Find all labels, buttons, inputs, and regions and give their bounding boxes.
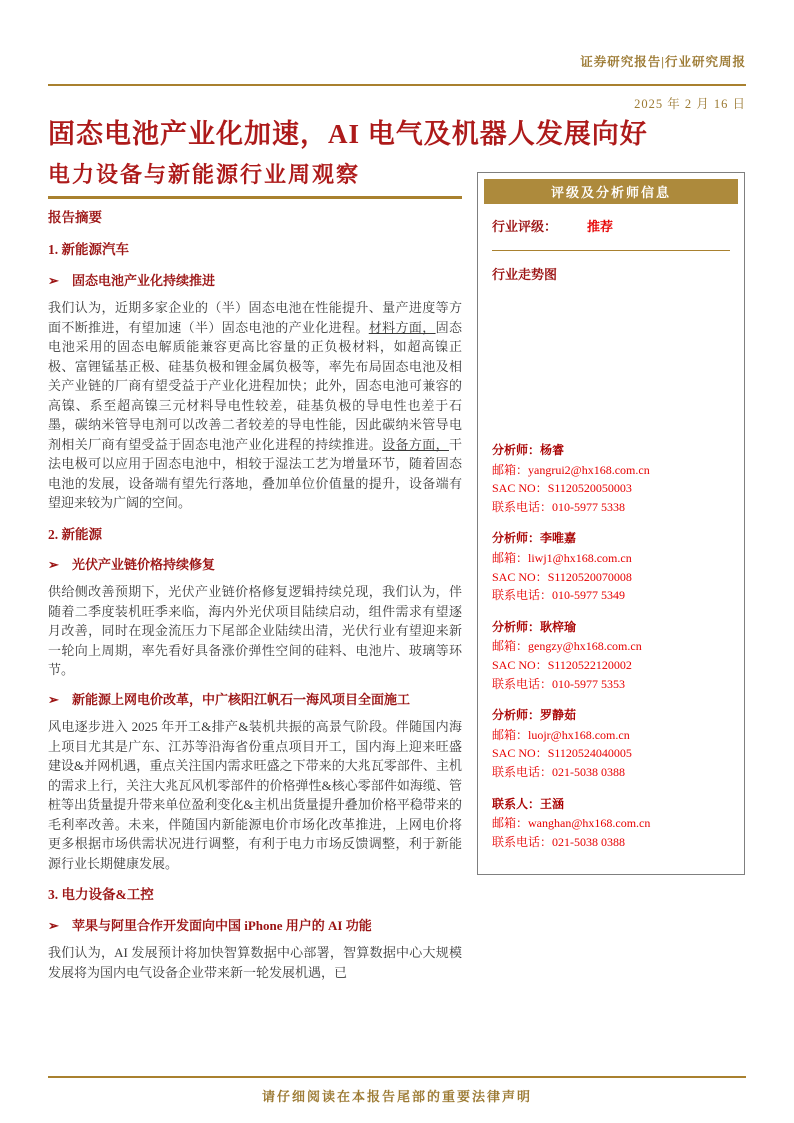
paragraph-pv: 供给侧改善预期下，光伏产业链价格修复逻辑持续兑现，我们认为，伴随着二季度装机旺季来临，海内外光伏项目陆续启动，组件需求有望逐月改善，同时在现金流压力下尾部企业陆续出清，光伏行业有望迎来新一轮向上周期，率先看好具备涨价弹性空间的硅料、电池片、玻璃等环节。 (48, 584, 462, 678)
contact-email-line (492, 814, 730, 833)
bullet-apple-alibaba-ai (48, 916, 462, 936)
paragraph-solid-state (48, 298, 462, 513)
analyst-name-line (492, 529, 730, 548)
analyst-sac-line (492, 656, 730, 675)
top-divider (48, 84, 746, 86)
contact-role-label: 联系人： (492, 796, 541, 811)
analyst-email: luojr@hx168.com.cn (528, 727, 630, 742)
bullet-grid-price-reform (48, 690, 462, 710)
paragraph-segment: 干法电极可以应用于固态电池中，相较于湿法工艺为增量环节，随着固态电池的发展，设备端有望先行落地，叠加单位价值量的提升，设备端有望迎来较为广阔的空间。 (48, 436, 462, 510)
analyst-sac: S1120524040005 (547, 746, 632, 761)
analyst-tel-line (492, 498, 730, 517)
contact-block (492, 795, 730, 852)
analyst-email-line (492, 637, 730, 656)
tel-label: 联系电话： (492, 588, 553, 603)
analyst-block (492, 441, 730, 516)
paragraph-segment: 固态电池采用的固态电解质能兼容更高比容量的正负极材料，如超高镍正极、富锂锰基正极、硅基负极和锂金属负极等，率先布局固态电池及相关产业链的厂商有望受益于产业化进程加快；此外，固态电池可兼容的高镍、系至超高镍三元材料导电性较差，硅基负极的导电性也差于石墨，碳纳米管导电剂可以改善二者较差的导电性能，因此碳纳米管导电剂相关厂商有望受益于固态电池产业化进程的持续推进。 (48, 319, 462, 452)
analyst-email-line (492, 461, 730, 480)
industry-trend-chart-title: 行业走势图 (492, 267, 558, 282)
analyst-sac: S1120520050003 (547, 481, 632, 496)
industry-trend-chart-placeholder (492, 283, 730, 441)
bullet-solid-state-battery (48, 271, 462, 291)
analyst-sac-line (492, 744, 730, 763)
report-subtitle: 电力设备与新能源行业周观察 (48, 162, 361, 187)
rating-analyst-sidebar (477, 172, 745, 875)
bottom-divider (48, 1076, 746, 1078)
analyst-tel-line (492, 675, 730, 694)
contact-email: wanghan@hx168.com.cn (528, 816, 651, 831)
analyst-tel-line (492, 763, 730, 782)
analyst-sac: S1120522120002 (547, 657, 632, 672)
analyst-sac-line (492, 479, 730, 498)
sac-label: SAC NO： (492, 746, 548, 761)
tel-label: 联系电话： (492, 764, 553, 779)
summary-heading: 报告摘要 (48, 210, 102, 225)
sidebar-divider (492, 250, 730, 251)
contact-name-line (492, 795, 730, 814)
analyst-block (492, 618, 730, 693)
analyst-name-line (492, 706, 730, 725)
industry-rating-row (492, 216, 730, 235)
email-label: 邮箱： (492, 462, 529, 477)
analyst-tel: 010-5977 5353 (552, 676, 626, 691)
section-2-heading: 2. 新能源 (48, 526, 102, 542)
email-label: 邮箱： (492, 727, 529, 742)
email-label: 邮箱： (492, 639, 529, 654)
contact-tel-line (492, 833, 730, 852)
report-type-header: 证券研究报告|行业研究周报 (580, 55, 746, 69)
analyst-email: liwj1@hx168.com.cn (528, 550, 632, 565)
analyst-tel-line (492, 586, 730, 605)
bullet-text: 新能源上网电价改革，中广核阳江帆石一海风项目全面施工 (72, 691, 411, 707)
report-date: 2025 年 2 月 16 日 (634, 97, 746, 111)
analyst-name: 李唯嘉 (540, 531, 577, 546)
analyst-email-line (492, 726, 730, 745)
analyst-tel: 010-5977 5338 (552, 499, 626, 514)
analyst-sac-line (492, 568, 730, 587)
arrow-bullet-icon: ➢ (48, 556, 59, 572)
email-label: 邮箱： (492, 550, 529, 565)
bullet-text: 光伏产业链价格持续修复 (72, 556, 216, 572)
paragraph-ai-datacenter: 我们认为，AI 发展预计将加快智算数据中心部署，智算数据中心大规模发展将为国内电气设备企业带来新一轮发展机遇，已 (48, 945, 462, 980)
contact-name: 王涵 (540, 796, 565, 811)
analyst-name: 杨睿 (540, 443, 565, 457)
sidebar-header: 评级及分析师信息 (484, 179, 738, 204)
sidebar-body (478, 204, 744, 874)
analyst-tel: 021-5038 0388 (552, 764, 626, 779)
analyst-role-label: 分析师： (492, 619, 541, 634)
bullet-pv-price (48, 555, 462, 575)
sac-label: SAC NO： (492, 481, 548, 496)
paragraph-segment: 我们认为，近期多家企业的（半）固态电池在性能提升、量产进度等方面不断推进，有望加速（半）固态电池的产业化进程。 (48, 300, 462, 335)
sac-label: SAC NO： (492, 657, 548, 672)
contact-tel: 021-5038 0388 (552, 834, 626, 849)
analyst-email: gengzy@hx168.com.cn (528, 639, 642, 654)
analyst-name: 耿梓瑜 (540, 619, 577, 634)
main-content (48, 208, 462, 992)
paragraph-segment-underlined: 设备方面， (382, 436, 449, 452)
section-3-heading: 3. 电力设备&工控 (48, 887, 154, 903)
section-1-heading: 1. 新能源汽车 (48, 242, 129, 258)
subtitle-divider (48, 196, 462, 199)
analyst-block (492, 706, 730, 781)
report-title: 固态电池产业化加速，AI 电气及机器人发展向好 (48, 119, 648, 149)
legal-disclaimer-footer: 请仔细阅读在本报告尾部的重要法律声明 (261, 1089, 532, 1104)
arrow-bullet-icon: ➢ (48, 917, 59, 933)
bullet-text: 固态电池产业化持续推进 (72, 272, 216, 288)
arrow-bullet-icon: ➢ (48, 272, 59, 288)
analyst-role-label: 分析师： (492, 531, 541, 546)
email-label: 邮箱： (492, 816, 529, 831)
tel-label: 联系电话： (492, 676, 553, 691)
bullet-text: 苹果与阿里合作开发面向中国 iPhone 用户的 AI 功能 (72, 917, 372, 933)
analyst-block (492, 529, 730, 604)
arrow-bullet-icon: ➢ (48, 691, 59, 707)
analyst-name-line (492, 441, 730, 460)
analyst-role-label: 分析师： (492, 443, 541, 457)
analyst-name: 罗静茹 (540, 708, 577, 723)
tel-label: 联系电话： (492, 499, 553, 514)
analyst-role-label: 分析师： (492, 708, 541, 723)
analyst-sac: S1120520070008 (547, 569, 632, 584)
tel-label: 联系电话： (492, 834, 553, 849)
sac-label: SAC NO： (492, 569, 548, 584)
paragraph-segment-underlined: 材料方面， (368, 319, 436, 335)
rating-value: 推荐 (587, 219, 614, 234)
paragraph-wind: 风电逐步进入 2025 年开工&排产&装机共振的高景气阶段。伴随国内海上项目尤其是广东、江苏等沿海省份重点项目开工，国内海上迎来旺盛建设&并网机遇，重点关注国内需求旺盛之下带来的大兆瓦零部件、主机的需求上行，关注大兆瓦风机零部件的价格弹性&核心零部件如海缆、管桩等出货量提升带来单位盈利变化&主机出货量提升叠加价格平稳带来的毛利率改善。未来，伴随国内新能源电价市场化改革推进，上网电价将更多根据市场供需状况进行调整，有利于电力市场反馈调整，利于新能源行业长期健康发展。 (48, 719, 462, 871)
analyst-email-line (492, 549, 730, 568)
analyst-tel: 010-5977 5349 (552, 588, 626, 603)
rating-label: 行业评级： (492, 219, 558, 234)
analyst-name-line (492, 618, 730, 637)
analyst-email: yangrui2@hx168.com.cn (528, 462, 650, 477)
